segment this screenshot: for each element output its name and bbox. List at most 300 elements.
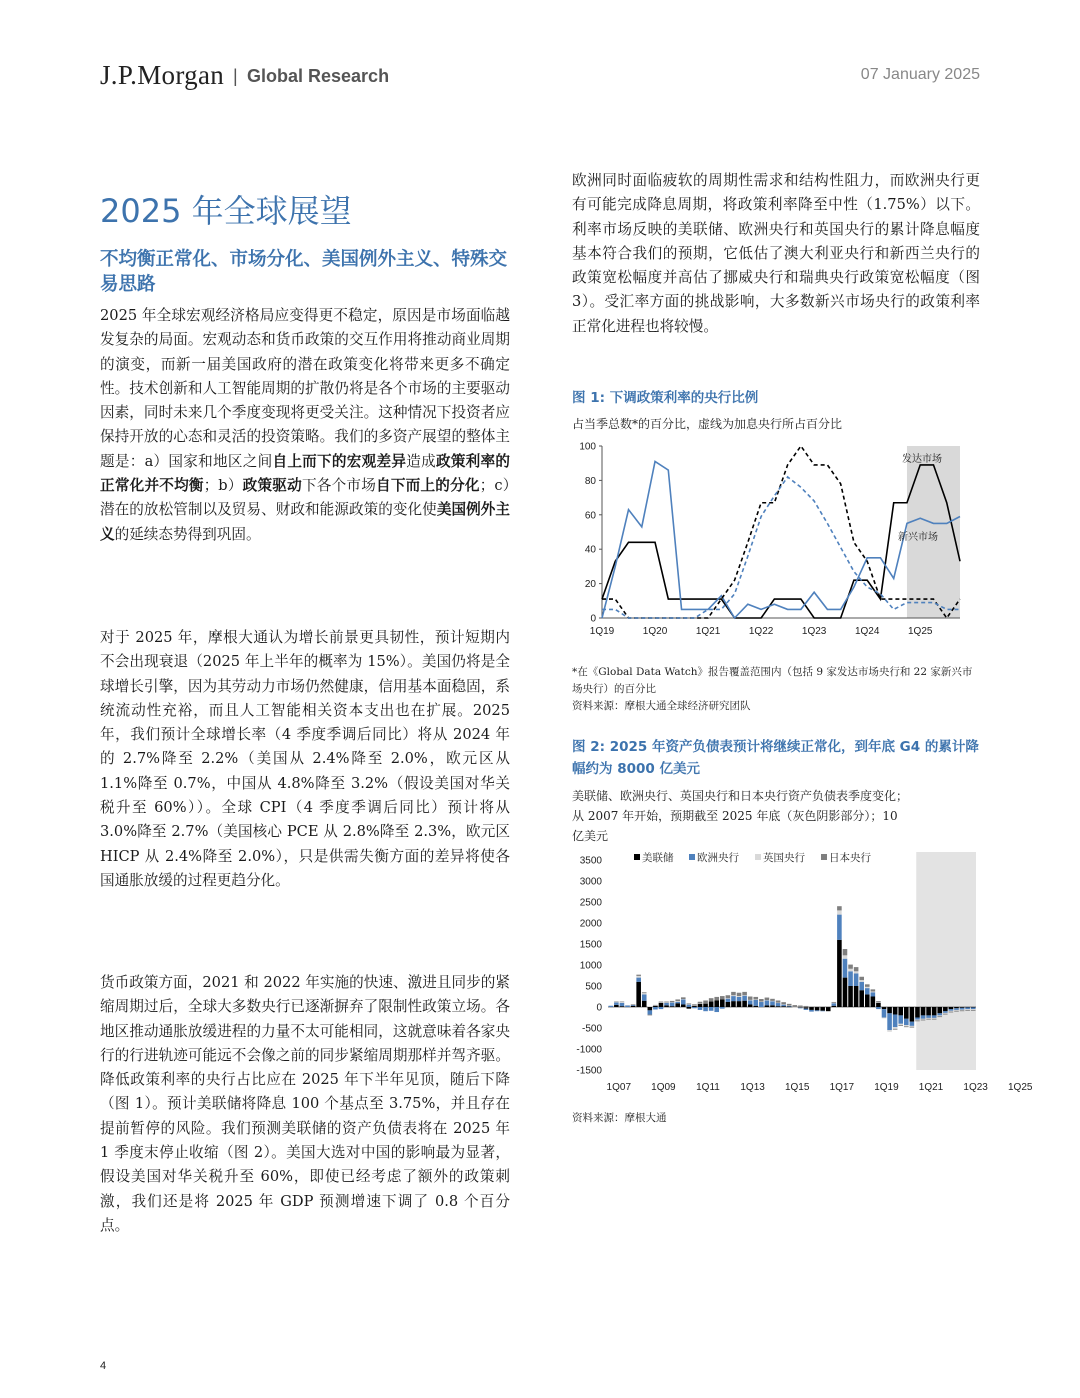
bar-segment bbox=[837, 910, 842, 914]
legend-swatch bbox=[821, 854, 827, 860]
bar-segment bbox=[703, 1007, 708, 1011]
bar-segment bbox=[631, 1005, 636, 1006]
legend-label: 英国央行 bbox=[763, 852, 805, 864]
bar-segment bbox=[787, 1006, 792, 1007]
bar-segment bbox=[653, 1005, 658, 1006]
bar-segment bbox=[854, 986, 859, 1007]
bar-segment bbox=[781, 1004, 786, 1005]
bold-run: 政策利率的正常化并不均衡 bbox=[100, 452, 510, 495]
bar-segment bbox=[832, 1003, 837, 1004]
x-tick-label: 1Q25 bbox=[1008, 1082, 1033, 1093]
bar-segment bbox=[848, 986, 853, 1007]
bar-segment bbox=[882, 1007, 887, 1009]
bar-segment bbox=[832, 1002, 837, 1003]
section-subtitle: 不均衡正常化、市场分化、美国例外主义、特殊交易思路 bbox=[100, 249, 508, 295]
bar-segment bbox=[625, 1005, 630, 1006]
bar-segment bbox=[770, 999, 775, 1001]
bar-segment bbox=[904, 1026, 909, 1027]
bar-segment bbox=[954, 1007, 959, 1008]
bar-segment bbox=[648, 1006, 653, 1007]
bar-segment bbox=[971, 1010, 976, 1011]
bar-segment bbox=[737, 993, 742, 996]
y-tick-label: 100 bbox=[579, 441, 596, 453]
bar-segment bbox=[826, 1007, 831, 1008]
annotation-em: 新兴市场 bbox=[898, 532, 938, 543]
bar-segment bbox=[876, 1002, 881, 1003]
bar-segment bbox=[937, 1013, 942, 1015]
bar-segment bbox=[692, 1007, 697, 1008]
bar-segment bbox=[943, 1007, 948, 1011]
bar-segment bbox=[781, 1006, 786, 1007]
bar-segment bbox=[887, 1007, 892, 1013]
bar-segment bbox=[871, 992, 876, 996]
bar-segment bbox=[698, 1007, 703, 1010]
bar-segment bbox=[921, 1015, 926, 1018]
y-tick-label: 60 bbox=[584, 510, 596, 522]
bar-segment bbox=[871, 991, 876, 992]
bar-segment bbox=[742, 992, 747, 995]
bar-segment bbox=[943, 1014, 948, 1015]
bar-segment bbox=[826, 1007, 831, 1011]
bar-segment bbox=[915, 1007, 920, 1018]
text-run: ；b） bbox=[203, 477, 243, 495]
bar-segment bbox=[943, 1013, 948, 1014]
bar-segment bbox=[664, 1003, 669, 1006]
bar-segment bbox=[720, 999, 725, 1007]
bar-segment bbox=[776, 1003, 781, 1004]
bar-segment bbox=[726, 995, 731, 998]
bar-segment bbox=[854, 971, 859, 973]
bar-segment bbox=[932, 1015, 937, 1018]
bar-segment bbox=[670, 1002, 675, 1003]
bar-segment bbox=[793, 1005, 798, 1007]
bar-segment bbox=[687, 1004, 692, 1007]
bar-segment bbox=[731, 992, 736, 995]
bar-segment bbox=[815, 1010, 820, 1011]
y-tick-label: 3500 bbox=[579, 855, 602, 867]
bar-segment bbox=[926, 1015, 931, 1018]
bar-segment bbox=[898, 1015, 903, 1023]
legend-label: 日本央行 bbox=[829, 852, 871, 864]
y-tick-label: 3000 bbox=[579, 876, 602, 888]
bar-segment bbox=[820, 1007, 825, 1011]
x-tick-label: 1Q19 bbox=[589, 626, 615, 637]
bar-segment bbox=[887, 1030, 892, 1032]
header-separator: | bbox=[233, 66, 238, 86]
bar-segment bbox=[954, 1010, 959, 1011]
bar-segment bbox=[876, 1003, 881, 1007]
bar-segment bbox=[871, 997, 876, 1008]
bar-segment bbox=[748, 1000, 753, 1004]
bar-segment bbox=[787, 1004, 792, 1006]
bar-segment bbox=[949, 1009, 954, 1011]
legend-swatch bbox=[755, 854, 761, 860]
bar-segment bbox=[776, 1003, 781, 1006]
forecast-shade bbox=[916, 852, 976, 1070]
bar-segment bbox=[960, 1008, 965, 1010]
bar-segment bbox=[882, 1018, 887, 1019]
bar-segment bbox=[904, 1025, 909, 1026]
bar-segment bbox=[776, 1000, 781, 1002]
jpmorgan-logo: J.P.Morgan bbox=[100, 60, 225, 90]
bar-segment bbox=[960, 1010, 965, 1011]
bar-segment bbox=[714, 997, 719, 1000]
bold-run: 政策驱动 bbox=[242, 477, 302, 495]
y-tick-label: -500 bbox=[581, 1023, 602, 1035]
y-tick-label: 80 bbox=[584, 475, 596, 487]
bar-segment bbox=[971, 1009, 976, 1010]
paragraph-4 bbox=[572, 169, 980, 339]
bar-segment bbox=[681, 997, 686, 999]
legend-label: 欧洲央行 bbox=[697, 852, 739, 864]
bar-segment bbox=[965, 1009, 970, 1010]
bar-segment bbox=[932, 1007, 937, 1015]
bar-segment bbox=[687, 1007, 692, 1009]
bar-segment bbox=[653, 1006, 658, 1007]
bar-segment bbox=[726, 999, 731, 1002]
bar-segment bbox=[882, 1009, 887, 1017]
bar-segment bbox=[681, 999, 686, 1000]
bar-segment bbox=[698, 1002, 703, 1004]
bar-segment bbox=[703, 1003, 708, 1004]
bar-segment bbox=[759, 1002, 764, 1003]
bar-segment bbox=[664, 1002, 669, 1003]
bar-segment bbox=[960, 1010, 965, 1011]
bar-segment bbox=[709, 1007, 714, 1011]
bar-segment bbox=[848, 969, 853, 972]
bar-segment bbox=[670, 1001, 675, 1002]
bar-segment bbox=[859, 980, 864, 982]
x-tick-label: 1Q20 bbox=[642, 626, 668, 637]
bar-segment bbox=[742, 995, 747, 996]
bar-segment bbox=[753, 997, 758, 1000]
bar-segment bbox=[759, 999, 764, 1002]
legend-label: 美联储 bbox=[642, 852, 674, 864]
fig2-title: 图 2: 2025 年资产负债表预计将继续正常化，到年底 G4 的累计降幅约为 8000 亿美元 bbox=[572, 739, 979, 777]
bar-segment bbox=[971, 1007, 976, 1009]
bar-segment bbox=[815, 1007, 820, 1008]
bar-segment bbox=[675, 1003, 680, 1007]
bar-segment bbox=[787, 1007, 792, 1008]
bar-segment bbox=[804, 1006, 809, 1007]
bar-segment bbox=[765, 1005, 770, 1007]
y-tick-label: 20 bbox=[584, 579, 596, 591]
y-tick-label: 1500 bbox=[579, 939, 602, 951]
bar-segment bbox=[865, 988, 870, 994]
bar-segment bbox=[692, 1006, 697, 1007]
x-tick-label: 1Q17 bbox=[829, 1082, 855, 1093]
x-tick-label: 1Q23 bbox=[963, 1082, 988, 1093]
x-tick-label: 1Q13 bbox=[740, 1082, 765, 1093]
bar-segment bbox=[687, 1003, 692, 1004]
bar-segment bbox=[893, 1029, 898, 1030]
bar-segment bbox=[793, 1007, 798, 1008]
y-tick-label: 2500 bbox=[579, 897, 602, 909]
fig2-subtitle: 美联储、欧洲央行、英国央行和日本央行资产负债表季度变化；从 2007 年开始，预期截至 2025 年底（灰色阴影部分）；10 亿美元 bbox=[572, 789, 909, 843]
bar-segment bbox=[848, 971, 853, 986]
annotation-dm: 发达市场 bbox=[902, 454, 942, 465]
text-run: 对于 2025 年，摩根大通认为增长前景更具韧性，预计短期内不会出现衰退（2025 年上半年的概率为 15%）。美国仍将是全球增长引擎，因为其劳动力市场仍然健康，信用基本面稳固，系统流动性充裕，而且人工智能相关资本支出也在扩展。2025 年，我们预计全球增长率（4 季度季调后同比）将从 2024 年的 2.7%降至 2.2%（美国从 2.4%降至 2.0%，欧元区从 1.1%降至 0.7%，中国从 4.8%降至 3.2%（假设美国对华关税升至 60%））。全球 CPI（4 季度季调后同比）预计将从 3.0%降至 2.7%（美国核心 PCE 从 2.8%降至 2.3%，欧元区 HICP 从 2.4%降至 2.0%），只是供需失衡方面的差异将使各国通胀放缓的过程更趋分化。 bbox=[100, 629, 510, 889]
legend-swatch bbox=[689, 854, 695, 860]
bar-segment bbox=[636, 976, 641, 978]
bar-segment bbox=[648, 1015, 653, 1016]
bar-segment bbox=[620, 1006, 625, 1007]
bar-segment bbox=[714, 1007, 719, 1012]
bar-segment bbox=[876, 1001, 881, 1002]
bar-segment bbox=[809, 1007, 814, 1008]
bar-segment bbox=[765, 1000, 770, 1005]
x-tick-label: 1Q19 bbox=[874, 1082, 899, 1093]
bar-segment bbox=[820, 1007, 825, 1008]
bar-segment bbox=[832, 1006, 837, 1007]
text-run: 欧洲同时面临疲软的周期性需求和结构性阻力，而欧洲央行更有可能完成降息周期，将政策利率降至中性（1.75%）以下。利率市场反映的美联储、欧洲央行和英国央行的累计降息幅度基本符合我们的预期，它低估了澳大利亚央行和新西兰央行的政策宽松幅度并高估了挪威央行和瑞典央行政策宽松幅度（图 3）。受汇率方面的挑战影响，大多数新兴市场央行的政策利率正常化进程也将较慢。 bbox=[572, 172, 980, 335]
y-tick-label: 40 bbox=[584, 544, 596, 556]
bar-segment bbox=[753, 1000, 758, 1006]
bar-segment bbox=[893, 1015, 898, 1028]
bar-segment bbox=[636, 982, 641, 1007]
bar-segment bbox=[664, 1005, 669, 1007]
bold-run: 自上而下的宏观差异 bbox=[272, 452, 407, 470]
bar-segment bbox=[887, 1013, 892, 1030]
bar-segment bbox=[675, 1001, 680, 1002]
bar-segment bbox=[709, 1002, 714, 1007]
bar-segment bbox=[804, 1009, 809, 1010]
bar-segment bbox=[865, 987, 870, 988]
bar-segment bbox=[770, 1001, 775, 1005]
bar-segment bbox=[648, 1007, 653, 1010]
bar-segment bbox=[659, 1002, 664, 1003]
bar-segment bbox=[720, 996, 725, 999]
bar-segment bbox=[898, 1007, 903, 1015]
bar-segment bbox=[904, 1019, 909, 1025]
x-tick-label: 1Q24 bbox=[854, 626, 880, 637]
bar-segment bbox=[809, 1010, 814, 1012]
bar-segment bbox=[910, 1026, 915, 1027]
bar-segment bbox=[781, 1002, 786, 1004]
bar-segment bbox=[915, 1020, 920, 1021]
bold-run: 美国例外主义 bbox=[100, 501, 510, 543]
x-tick-label: 1Q21 bbox=[918, 1082, 944, 1093]
bar-segment bbox=[926, 1018, 931, 1019]
bar-segment bbox=[631, 1006, 636, 1007]
bar-segment bbox=[804, 1007, 809, 1008]
bar-segment bbox=[843, 959, 848, 978]
bar-segment bbox=[910, 1027, 915, 1028]
x-tick-label: 1Q15 bbox=[784, 1082, 810, 1093]
x-tick-label: 1Q07 bbox=[606, 1082, 632, 1093]
bar-segment bbox=[731, 1001, 736, 1007]
bar-segment bbox=[742, 996, 747, 1001]
bar-segment bbox=[843, 949, 848, 955]
bar-segment bbox=[737, 1001, 742, 1007]
bar-segment bbox=[910, 1007, 915, 1022]
bar-segment bbox=[748, 1000, 753, 1001]
bold-run: 自下而上的分化 bbox=[376, 477, 480, 495]
header-section: Global Research bbox=[247, 66, 390, 86]
bar-segment bbox=[865, 994, 870, 1007]
bar-segment bbox=[698, 1004, 703, 1007]
bar-segment bbox=[859, 977, 864, 980]
x-tick-label: 1Q25 bbox=[907, 626, 933, 637]
bar-segment bbox=[709, 998, 714, 1001]
text-run: 2025 年全球宏观经济格局应变得更不稳定，原因是市场面临越发复杂的局面。宏观动态和货币政策的交互作用将推动商业周期的演变，而新一届美国政府的潜在政策变化将带来更多不确定性。技术创新和人工智能周期的扩散仍将是各个市场的主要驱动因素，同时未来几个季度变现将更受关注。这种情况下投资者应保持开放的心态和灵活的投资策略。我们的多资产展望的整体主题是：a）国家和地区之间 bbox=[100, 307, 510, 470]
legend-swatch bbox=[634, 854, 640, 860]
bar-segment bbox=[898, 1024, 903, 1025]
bar-segment bbox=[636, 978, 641, 982]
bar-segment bbox=[876, 1007, 881, 1009]
bar-segment bbox=[820, 1011, 825, 1012]
bar-segment bbox=[937, 1007, 942, 1013]
bar-segment bbox=[670, 1006, 675, 1007]
bar-segment bbox=[659, 1002, 664, 1003]
bar-segment bbox=[737, 996, 742, 997]
header-date: 07 January 2025 bbox=[860, 66, 980, 83]
bar-segment bbox=[614, 1005, 619, 1007]
bar-segment bbox=[675, 1002, 680, 1003]
bar-segment bbox=[753, 1006, 758, 1007]
text-run: 的延续态势得到巩固。 bbox=[114, 525, 261, 543]
fig1-subtitle: 占当季总数*的百分比，虚线为加息央行所占百分比 bbox=[572, 417, 843, 431]
x-tick-label: 1Q22 bbox=[748, 626, 774, 637]
bar-segment bbox=[648, 1010, 653, 1014]
bar-segment bbox=[965, 1007, 970, 1009]
bar-segment bbox=[742, 1001, 747, 1007]
bar-segment bbox=[893, 1027, 898, 1029]
bar-segment bbox=[798, 1006, 803, 1007]
bar-segment bbox=[642, 1001, 647, 1007]
bar-segment bbox=[687, 1004, 692, 1005]
bar-segment bbox=[675, 999, 680, 1001]
bar-segment bbox=[798, 1007, 803, 1008]
bar-segment bbox=[910, 1022, 915, 1026]
bar-segment bbox=[815, 1007, 820, 1010]
bar-segment bbox=[837, 906, 842, 910]
bar-segment bbox=[943, 1011, 948, 1013]
bar-segment bbox=[714, 1000, 719, 1007]
bar-segment bbox=[809, 1007, 814, 1010]
bar-segment bbox=[949, 1011, 954, 1012]
text-run: 货币政策方面，2021 和 2022 年实施的快速、激进且同步的紧缩周期过后，全球大多数央行已逐渐摒弃了限制性政策立场。各地区推动通胀放缓进程的力量不太可能相同，这就意味着各家央行的行进轨迹可能远不会像之前的同步紧缩周期那样并驾齐驱。降低政策利率的央行占比应在 2025 年下半年见顶，随后下降（图 1）。预计美联储将降息 100 个基点至 3.75%，并且存在提前暂停的风险。我们预测美联储的资产负债表将在 2025 年 1 季度末停止收缩（图 2）。美国大选对中国的影响最为显著，假设美国对华关税升至 60%，即使已经考虑了额外的政策刺激，我们还是将 2025 年 GDP 预测增速下调了 0.8 个百分点。 bbox=[100, 974, 510, 1234]
page-title: 2025 年全球展望 bbox=[100, 192, 352, 230]
bar-segment bbox=[614, 1002, 619, 1005]
bar-segment bbox=[921, 1020, 926, 1021]
bar-segment bbox=[620, 1002, 625, 1003]
y-tick-label: 0 bbox=[596, 1002, 602, 1014]
bar-segment bbox=[921, 1007, 926, 1015]
bar-segment bbox=[703, 1003, 708, 1007]
bar-segment bbox=[726, 998, 731, 999]
bar-segment bbox=[926, 1019, 931, 1020]
bar-segment bbox=[609, 1006, 614, 1007]
paragraph-1 bbox=[100, 304, 510, 547]
page-number: 4 bbox=[100, 1360, 107, 1372]
bar-segment bbox=[837, 915, 842, 940]
bar-segment bbox=[954, 1011, 959, 1012]
fig2-chart bbox=[568, 846, 1033, 1102]
text-run: 造成 bbox=[406, 452, 436, 470]
bar-segment bbox=[698, 1003, 703, 1004]
bar-segment bbox=[659, 1007, 664, 1009]
bar-segment bbox=[720, 1007, 725, 1009]
bar-segment bbox=[642, 994, 647, 1000]
bar-segment bbox=[759, 1002, 764, 1007]
bar-segment bbox=[642, 993, 647, 994]
bar-segment bbox=[960, 1007, 965, 1008]
bar-segment bbox=[753, 999, 758, 1000]
bar-segment bbox=[837, 940, 842, 1007]
bar-segment bbox=[965, 1010, 970, 1011]
bar-segment bbox=[776, 1006, 781, 1007]
bar-segment bbox=[798, 1008, 803, 1009]
bar-segment bbox=[703, 1000, 708, 1003]
bar-segment bbox=[731, 996, 736, 1001]
bar-segment bbox=[949, 1007, 954, 1009]
bar-segment bbox=[620, 1003, 625, 1006]
bar-segment bbox=[921, 1019, 926, 1020]
text-run: 下各个市场 bbox=[301, 477, 377, 495]
y-tick-label: 1000 bbox=[579, 960, 602, 972]
bar-segment bbox=[898, 1025, 903, 1026]
bar-segment bbox=[636, 975, 641, 976]
bar-segment bbox=[620, 1002, 625, 1003]
fig1-chart bbox=[568, 436, 968, 650]
bar-segment bbox=[949, 1012, 954, 1013]
bar-segment bbox=[770, 1005, 775, 1007]
y-tick-label: 2000 bbox=[579, 918, 602, 930]
bar-segment bbox=[932, 1018, 937, 1019]
bar-segment bbox=[692, 1004, 697, 1005]
bar-segment bbox=[865, 984, 870, 987]
paragraph-3 bbox=[100, 971, 510, 1238]
bar-segment bbox=[954, 1008, 959, 1010]
bar-segment bbox=[926, 1007, 931, 1015]
y-tick-label: 500 bbox=[585, 981, 602, 993]
bar-segment bbox=[915, 1020, 920, 1021]
bar-segment bbox=[765, 998, 770, 1001]
paragraph-2 bbox=[100, 626, 510, 893]
bar-segment bbox=[932, 1019, 937, 1020]
bar-segment bbox=[670, 1002, 675, 1006]
bar-segment bbox=[843, 978, 848, 1007]
bar-segment bbox=[937, 1015, 942, 1016]
bar-segment bbox=[915, 1018, 920, 1020]
bar-segment bbox=[854, 967, 859, 971]
x-tick-label: 1Q21 bbox=[695, 626, 721, 637]
fig1-source: 资料来源：摩根大通全球经济研究团队 bbox=[572, 700, 751, 712]
bar-segment bbox=[770, 1001, 775, 1002]
bar-segment bbox=[937, 1016, 942, 1017]
bar-segment bbox=[737, 997, 742, 1001]
fig1-note: *在《Global Data Watch》报告覆盖范围内（包括 9 家发达市场央行和 22 家新兴市场央行）的百分比 bbox=[572, 666, 973, 695]
bar-segment bbox=[859, 990, 864, 1007]
bar-segment bbox=[854, 973, 859, 986]
bar-segment bbox=[843, 955, 848, 958]
y-tick-label: -1500 bbox=[576, 1065, 602, 1077]
bar-segment bbox=[848, 965, 853, 969]
bar-segment bbox=[664, 1002, 669, 1003]
bar-segment bbox=[893, 1007, 898, 1015]
x-tick-label: 1Q09 bbox=[651, 1082, 676, 1093]
y-tick-label: 0 bbox=[590, 613, 596, 625]
bar-segment bbox=[631, 1004, 636, 1005]
y-tick-label: -1000 bbox=[576, 1044, 602, 1056]
x-tick-label: 1Q11 bbox=[696, 1082, 720, 1093]
text-run: ；c）潜在的放松管制以及贸易、财政和能源政策的变化使 bbox=[100, 477, 510, 519]
bar-segment bbox=[748, 997, 753, 1000]
bar-segment bbox=[681, 1004, 686, 1007]
fig1-title: 图 1: 下调政策利率的央行比例 bbox=[572, 390, 759, 406]
bar-segment bbox=[653, 1007, 658, 1010]
